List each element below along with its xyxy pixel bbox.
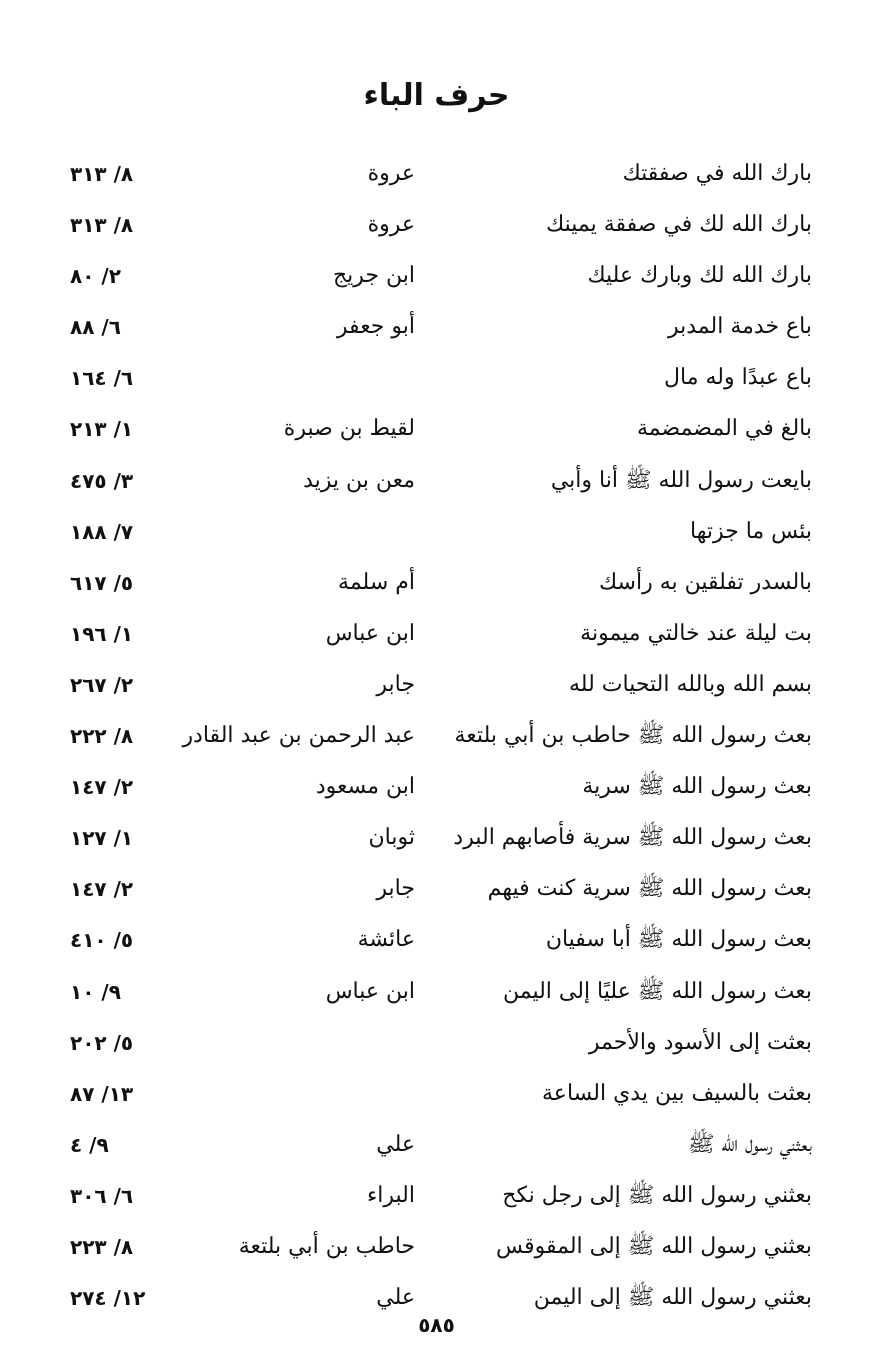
entry-reference: ٩/ ٤ [70,1132,109,1157]
entry-narrator: ثوبان [368,825,415,851]
entry-phrase: بعثني رسول الله ﷺ إلى المقوقس [496,1233,812,1259]
entry-phrase: بعثت بالسيف بين يدي الساعة [542,1080,812,1106]
entry-narrator: ابن عباس [325,978,415,1004]
entry-phrase: بت ليلة عند خالتي ميمونة [580,620,812,646]
entry-reference: ٨/ ٣١٣ [70,213,134,238]
entry-phrase: بعثني رسول الله ﷺ إلى اليمن [533,1285,812,1311]
index-entry [60,408,820,459]
entry-reference: ٦/ ١٦٤ [70,366,134,391]
index-entry [60,1073,820,1124]
entry-phrase: بالسدر تفلقين به رأسك [599,569,812,595]
section-heading: حرف الباء [363,78,510,113]
entry-phrase: بسم الله وبالله التحيات لله [569,671,812,697]
entry-narrator: عائشة [357,927,415,953]
index-entry [60,153,820,204]
entry-phrase: بعث رسول الله ﷺ حاطب بن أبي بلتعة [454,723,812,749]
entry-reference: ٢/ ٨٠ [70,264,121,289]
entry-reference: ٢/ ١٤٧ [70,877,134,902]
entry-narrator: البراء [366,1182,415,1208]
index-entry [60,562,820,613]
index-entry [60,357,820,408]
entry-reference: ١٣/ ٨٧ [70,1081,134,1106]
index-entry [60,1022,820,1073]
entry-narrator: ابن جريج [332,263,415,289]
index-entry [60,919,820,970]
index-entry [60,613,820,664]
entry-phrase: بارك الله لك وبارك عليك [587,263,812,289]
index-entries [60,153,820,1328]
index-entry [60,1175,820,1226]
entry-phrase: بعثني رسول الله ﷺ [687,1131,812,1157]
entry-narrator: أم سلمة [338,569,415,595]
index-entry [60,766,820,817]
entry-reference: ٢/ ١٤٧ [70,775,134,800]
entry-phrase: باع عبدًا وله مال [664,365,812,391]
entry-phrase: بعث رسول الله ﷺ سرية [582,774,812,800]
entry-narrator: علي [376,1285,415,1311]
entry-narrator: ابن عباس [325,620,415,646]
entry-narrator: علي [376,1131,415,1157]
index-entry [60,868,820,919]
entry-reference: ٢/ ٢٦٧ [70,672,134,697]
entry-narrator: ابن مسعود [315,774,415,800]
entry-reference: ٥/ ٢٠٢ [70,1030,134,1055]
entry-phrase: بعث رسول الله ﷺ عليًا إلى اليمن [503,978,812,1004]
entry-narrator: حاطب بن أبي بلتعة [238,1233,415,1259]
entry-reference: ١٢/ ٢٧٤ [70,1286,146,1311]
entry-narrator: أبو جعفر [336,314,415,340]
entry-narrator: معن بن يزيد [303,467,415,493]
entry-reference: ١/ ٢١٣ [70,417,134,442]
entry-phrase: بارك الله في صفقتك [622,161,812,186]
entry-phrase: بعث رسول الله ﷺ أبا سفيان [545,927,812,953]
index-entry [60,460,820,511]
entry-narrator: لقيط بن صبرة [283,416,415,442]
entry-reference: ٣/ ٤٧٥ [70,468,134,493]
entry-narrator: جابر [376,671,415,697]
entry-reference: ٥/ ٤١٠ [70,928,134,953]
entry-phrase: بايعت رسول الله ﷺ أنا وأبي [550,467,812,493]
index-entry [60,1226,820,1277]
entry-narrator: عبد الرحمن بن عبد القادر [182,723,415,749]
entry-reference: ٨/ ٢٢٢ [70,724,134,749]
entry-phrase: بعثني رسول الله ﷺ إلى رجل نكح [502,1182,812,1208]
index-entry [60,1124,820,1175]
entry-reference: ٧/ ١٨٨ [70,519,134,544]
index-entry [60,306,820,357]
entry-phrase: بئس ما جزتها [690,518,812,544]
entry-phrase: بارك الله لك في صفقة يمينك [546,212,812,238]
entry-reference: ١/ ١٢٧ [70,826,134,851]
entry-phrase: بعث رسول الله ﷺ سرية فأصابهم البرد [453,825,812,851]
index-entry [60,971,820,1022]
entry-narrator: عروة [367,212,415,238]
index-entry [60,204,820,255]
index-entry [60,715,820,766]
entry-reference: ١/ ١٩٦ [70,621,134,646]
entry-phrase: بالغ في المضمضمة [636,416,812,442]
entry-phrase: بعثت إلى الأسود والأحمر [588,1029,812,1055]
entry-narrator: عروة [367,161,415,186]
index-entry [60,664,820,715]
entry-reference: ٥/ ٦١٧ [70,570,134,595]
entry-reference: ٨/ ٢٢٣ [70,1234,134,1259]
index-entry [60,817,820,868]
entry-reference: ٨/ ٣١٣ [70,162,134,186]
entry-reference: ٦/ ٨٨ [70,315,121,340]
index-entry [60,511,820,562]
entry-reference: ٦/ ٣٠٦ [70,1183,134,1208]
entry-phrase: باع خدمة المدبر [667,314,812,340]
page-number: ٥٨٥ [418,1313,455,1337]
entry-narrator: جابر [376,876,415,902]
index-entry [60,255,820,306]
entry-reference: ٩/ ١٠ [70,979,121,1004]
entry-phrase: بعث رسول الله ﷺ سرية كنت فيهم [487,876,812,902]
